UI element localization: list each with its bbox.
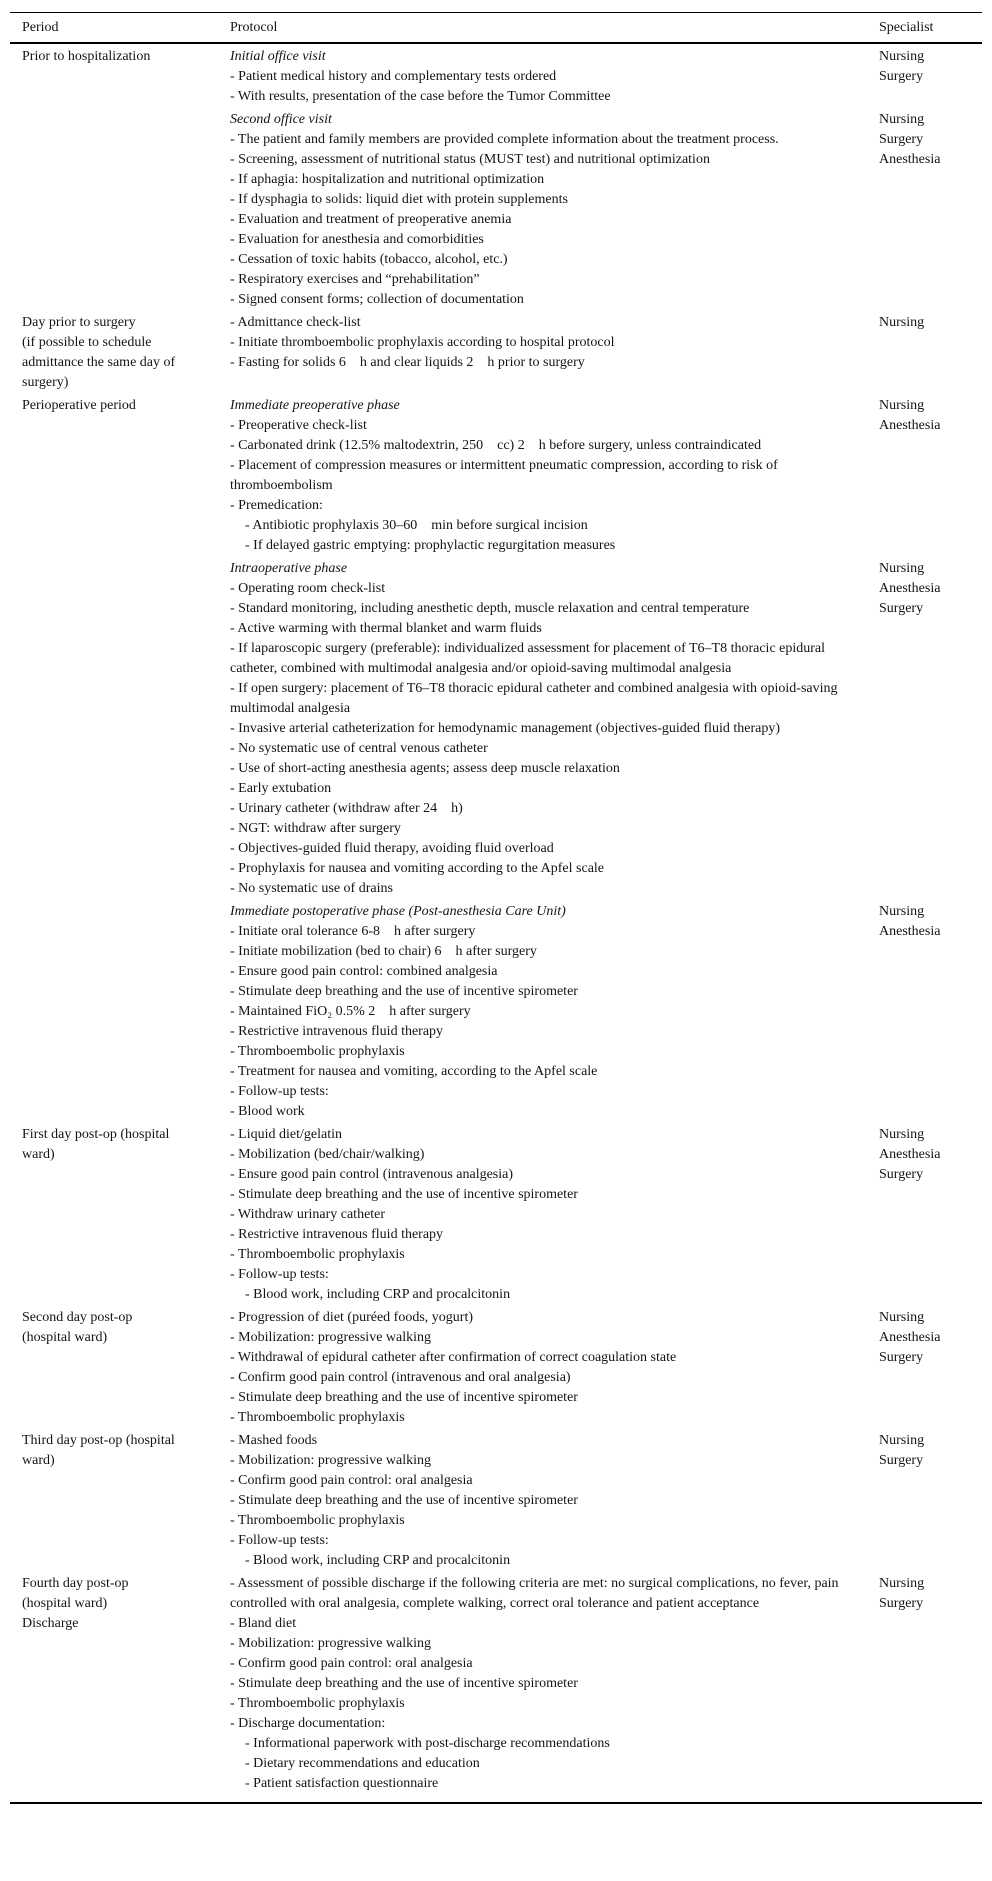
- specialist-label: Surgery: [879, 1167, 924, 1182]
- protocol-item: - Follow-up tests:: [230, 1084, 329, 1099]
- specialist-label: Anesthesia: [879, 581, 941, 596]
- protocol-item: - Urinary catheter (withdraw after 24 h): [230, 801, 463, 816]
- protocol-item: - Mashed foods: [230, 1433, 318, 1448]
- protocol-item: - Operating room check-list: [230, 581, 386, 596]
- protocol-item: - Discharge documentation:: [230, 1716, 386, 1731]
- protocol-item: - Patient medical history and complementary tests ordered: [230, 69, 557, 84]
- phase-heading: Second office visit: [230, 112, 332, 127]
- specialist-label: Surgery: [879, 601, 924, 616]
- specialist-cell: [879, 110, 982, 310]
- period-text: Second day post-op: [22, 1310, 133, 1325]
- protocol-item: - Prophylaxis for nausea and vomiting according to the Apfel scale: [230, 861, 605, 876]
- specialist-cell: [879, 1431, 982, 1571]
- protocol-item: - Blood work, including CRP and procalcitonin: [245, 1553, 511, 1568]
- specialist-label: Anesthesia: [879, 418, 941, 433]
- protocol-item: - Evaluation and treatment of preoperative anemia: [230, 212, 512, 227]
- protocol-item: - Stimulate deep breathing and the use of incentive spirometer: [230, 984, 578, 999]
- protocol-item: - Admittance check-list: [230, 315, 361, 330]
- specialist-label: Surgery: [879, 1596, 924, 1611]
- protocol-item: - With results, presentation of the case before the Tumor Committee: [230, 89, 611, 104]
- table-row: [22, 310, 982, 393]
- table-row: [22, 1122, 982, 1305]
- protocol-item: - Carbonated drink (12.5% maltodextrin, 250 cc) 2 h before surgery, unless contraindicated: [230, 438, 762, 453]
- protocol-item: - If aphagia: hospitalization and nutritional optimization: [230, 172, 545, 187]
- specialist-label: Surgery: [879, 132, 924, 147]
- specialist-label: Nursing: [879, 49, 925, 64]
- protocol-table: [10, 12, 982, 1804]
- specialist-label: Surgery: [879, 69, 924, 84]
- specialist-label: Nursing: [879, 112, 925, 127]
- protocol-item: - Invasive arterial catheterization for hemodynamic management (objectives-guided fluid therapy): [230, 721, 781, 736]
- protocol-item: - Patient satisfaction questionnaire: [245, 1776, 439, 1791]
- protocol-item: - Confirm good pain control: oral analgesia: [230, 1656, 473, 1671]
- period-text: (if possible to schedule: [22, 335, 152, 350]
- protocol-item: - If dysphagia to solids: liquid diet with protein supplements: [230, 192, 568, 207]
- period-text: Day prior to surgery: [22, 315, 136, 330]
- period-text: Discharge: [22, 1616, 79, 1631]
- protocol-cell: [230, 1308, 879, 1428]
- period-text: Third day post-op (hospital: [22, 1433, 175, 1448]
- protocol-cell: [230, 47, 879, 107]
- table-row: [22, 393, 982, 556]
- specialist-label: Nursing: [879, 1576, 925, 1591]
- period-text: Fourth day post-op: [22, 1576, 129, 1591]
- protocol-cell: [230, 396, 879, 556]
- specialist-cell: [879, 1125, 982, 1305]
- protocol-item: - Blood work, including CRP and procalcitonin: [245, 1287, 511, 1302]
- protocol-item: - Confirm good pain control (intravenous and oral analgesia): [230, 1370, 571, 1385]
- protocol-item: - Mobilization (bed/chair/walking): [230, 1147, 425, 1162]
- protocol-item: - Thromboembolic prophylaxis: [230, 1513, 405, 1528]
- specialist-cell: [879, 1308, 982, 1428]
- period-text: ward): [22, 1453, 55, 1468]
- col-header-period: Period: [22, 20, 59, 35]
- period-text: ward): [22, 1147, 55, 1162]
- specialist-cell: [879, 902, 982, 1122]
- protocol-item: - Fasting for solids 6 h and clear liquids 2 h prior to surgery: [230, 355, 585, 370]
- protocol-item: - Objectives-guided fluid therapy, avoiding fluid overload: [230, 841, 554, 856]
- protocol-item: - Thromboembolic prophylaxis: [230, 1044, 405, 1059]
- protocol-item: - Dietary recommendations and education: [245, 1756, 480, 1771]
- protocol-item: - Premedication:: [230, 498, 323, 513]
- period-cell: [22, 559, 230, 899]
- period-text: (hospital ward): [22, 1330, 108, 1345]
- period-text: Prior to hospitalization: [22, 49, 151, 64]
- protocol-item: - Initiate oral tolerance 6-8 h after surgery: [230, 924, 476, 939]
- protocol-cell: [230, 1431, 879, 1571]
- specialist-label: Anesthesia: [879, 1147, 941, 1162]
- protocol-item: - Progression of diet (puréed foods, yogurt): [230, 1310, 474, 1325]
- protocol-item: - Treatment for nausea and vomiting, according to the Apfel scale: [230, 1064, 598, 1079]
- protocol-item: - Ensure good pain control: combined analgesia: [230, 964, 498, 979]
- specialist-label: Nursing: [879, 315, 925, 330]
- protocol-item: - Follow-up tests:: [230, 1267, 329, 1282]
- protocol-item: - Thromboembolic prophylaxis: [230, 1410, 405, 1425]
- table-row: [22, 1571, 982, 1794]
- specialist-cell: [879, 1574, 982, 1794]
- protocol-item: - Confirm good pain control: oral analgesia: [230, 1473, 473, 1488]
- protocol-cell: [230, 902, 879, 1122]
- protocol-item: - Liquid diet/gelatin: [230, 1127, 342, 1142]
- period-cell: [22, 110, 230, 310]
- protocol-item: - Cessation of toxic habits (tobacco, alcohol, etc.): [230, 252, 508, 267]
- period-text: admittance the same day of: [22, 355, 176, 370]
- protocol-item: - Mobilization: progressive walking: [230, 1453, 432, 1468]
- col-header-protocol: Protocol: [230, 20, 278, 35]
- protocol-item: - Stimulate deep breathing and the use of incentive spirometer: [230, 1676, 578, 1691]
- protocol-item: - Maintained FiO₂ 0.5% 2 h after surgery: [230, 1004, 471, 1019]
- specialist-cell: [879, 559, 982, 899]
- period-cell: [22, 396, 230, 556]
- specialist-label: Anesthesia: [879, 1330, 941, 1345]
- specialist-label: Nursing: [879, 1310, 925, 1325]
- protocol-item: - Stimulate deep breathing and the use of incentive spirometer: [230, 1493, 578, 1508]
- protocol-cell: [230, 1574, 879, 1794]
- period-text: Perioperative period: [22, 398, 136, 413]
- protocol-item: - Ensure good pain control (intravenous analgesia): [230, 1167, 514, 1182]
- specialist-cell: [879, 396, 982, 556]
- protocol-item: - NGT: withdraw after surgery: [230, 821, 401, 836]
- protocol-item: - Follow-up tests:: [230, 1533, 329, 1548]
- table-row: [22, 47, 982, 107]
- protocol-item: - If open surgery: placement of T6–T8 thoracic epidural catheter and combined analgesia with opioid-saving multimodal analgesia: [230, 681, 838, 716]
- protocol-item: - Use of short-acting anesthesia agents; assess deep muscle relaxation: [230, 761, 620, 776]
- protocol-item: - Standard monitoring, including anesthetic depth, muscle relaxation and central temperature: [230, 601, 750, 616]
- protocol-item: - Early extubation: [230, 781, 332, 796]
- protocol-cell: [230, 110, 879, 310]
- period-text: First day post-op (hospital: [22, 1127, 170, 1142]
- protocol-item: - Preoperative check-list: [230, 418, 367, 433]
- table-row: [22, 107, 982, 310]
- specialist-label: Nursing: [879, 1433, 925, 1448]
- protocol-cell: [230, 313, 879, 393]
- specialist-label: Surgery: [879, 1453, 924, 1468]
- protocol-item: - Withdrawal of epidural catheter after confirmation of correct coagulation state: [230, 1350, 677, 1365]
- table-row: [22, 556, 982, 899]
- protocol-item: - Withdraw urinary catheter: [230, 1207, 386, 1222]
- specialist-cell: [879, 313, 982, 393]
- protocol-item: - Thromboembolic prophylaxis: [230, 1696, 405, 1711]
- table-row: [22, 1428, 982, 1571]
- phase-heading: Intraoperative phase: [230, 561, 348, 576]
- table-row: [22, 1305, 982, 1428]
- table-row: [22, 899, 982, 1122]
- specialist-label: Nursing: [879, 1127, 925, 1142]
- protocol-item: - If delayed gastric emptying: prophylactic regurgitation measures: [245, 538, 616, 553]
- period-cell: [22, 1431, 230, 1571]
- protocol-item: - Thromboembolic prophylaxis: [230, 1247, 405, 1262]
- protocol-item: - Blood work: [230, 1104, 305, 1119]
- period-cell: [22, 1125, 230, 1305]
- protocol-item: - Placement of compression measures or intermittent pneumatic compression, according to risk of thromboembolism: [230, 458, 778, 493]
- period-cell: [22, 1308, 230, 1428]
- protocol-item: - If laparoscopic surgery (preferable): individualized assessment for placement of T6–T8 thoracic epidural catheter, combined with multimodal analgesia and/or opioid-saving multimodal analgesia: [230, 641, 826, 676]
- protocol-item: - Assessment of possible discharge if the following criteria are met: no surgical complications, no fever, pain controlled with oral analgesia, complete walking, correct oral tolerance and patient acceptance: [230, 1576, 839, 1611]
- protocol-item: - Restrictive intravenous fluid therapy: [230, 1227, 444, 1242]
- protocol-item: - Mobilization: progressive walking: [230, 1636, 432, 1651]
- specialist-label: Surgery: [879, 1350, 924, 1365]
- protocol-item: - Informational paperwork with post-discharge recommendations: [245, 1736, 610, 1751]
- table-header: [10, 13, 982, 44]
- protocol-item: - Evaluation for anesthesia and comorbidities: [230, 232, 484, 247]
- period-text: surgery): [22, 375, 69, 390]
- col-header-specialist: Specialist: [879, 20, 934, 35]
- protocol-item: - Signed consent forms; collection of documentation: [230, 292, 524, 307]
- protocol-item: - No systematic use of drains: [230, 881, 393, 896]
- specialist-label: Nursing: [879, 398, 925, 413]
- specialist-label: Nursing: [879, 561, 925, 576]
- protocol-item: - Screening, assessment of nutritional status (MUST test) and nutritional optimization: [230, 152, 710, 167]
- period-cell: [22, 313, 230, 393]
- protocol-cell: [230, 559, 879, 899]
- protocol-item: - Mobilization: progressive walking: [230, 1330, 432, 1345]
- protocol-item: - Stimulate deep breathing and the use of incentive spirometer: [230, 1187, 578, 1202]
- phase-heading: Immediate postoperative phase (Post-anesthesia Care Unit): [230, 904, 566, 919]
- period-cell: [22, 47, 230, 107]
- protocol-item: - Initiate thromboembolic prophylaxis according to hospital protocol: [230, 335, 615, 350]
- phase-heading: Immediate preoperative phase: [230, 398, 400, 413]
- specialist-label: Anesthesia: [879, 924, 941, 939]
- phase-heading: Initial office visit: [230, 49, 326, 64]
- protocol-item: - Respiratory exercises and “prehabilitation”: [230, 272, 480, 287]
- specialist-label: Anesthesia: [879, 152, 941, 167]
- protocol-item: - Restrictive intravenous fluid therapy: [230, 1024, 444, 1039]
- specialist-label: Nursing: [879, 904, 925, 919]
- protocol-item: - The patient and family members are provided complete information about the treatment process.: [230, 132, 779, 147]
- protocol-item: - Active warming with thermal blanket and warm fluids: [230, 621, 542, 636]
- protocol-item: - Initiate mobilization (bed to chair) 6 h after surgery: [230, 944, 537, 959]
- protocol-item: - Bland diet: [230, 1616, 297, 1631]
- period-cell: [22, 1574, 230, 1794]
- period-cell: [22, 902, 230, 1122]
- specialist-cell: [879, 47, 982, 107]
- protocol-item: - Stimulate deep breathing and the use of incentive spirometer: [230, 1390, 578, 1405]
- protocol-item: - No systematic use of central venous catheter: [230, 741, 488, 756]
- period-text: (hospital ward): [22, 1596, 108, 1611]
- protocol-cell: [230, 1125, 879, 1305]
- table-body: [10, 44, 982, 1802]
- protocol-item: - Antibiotic prophylaxis 30–60 min before surgical incision: [245, 518, 588, 533]
